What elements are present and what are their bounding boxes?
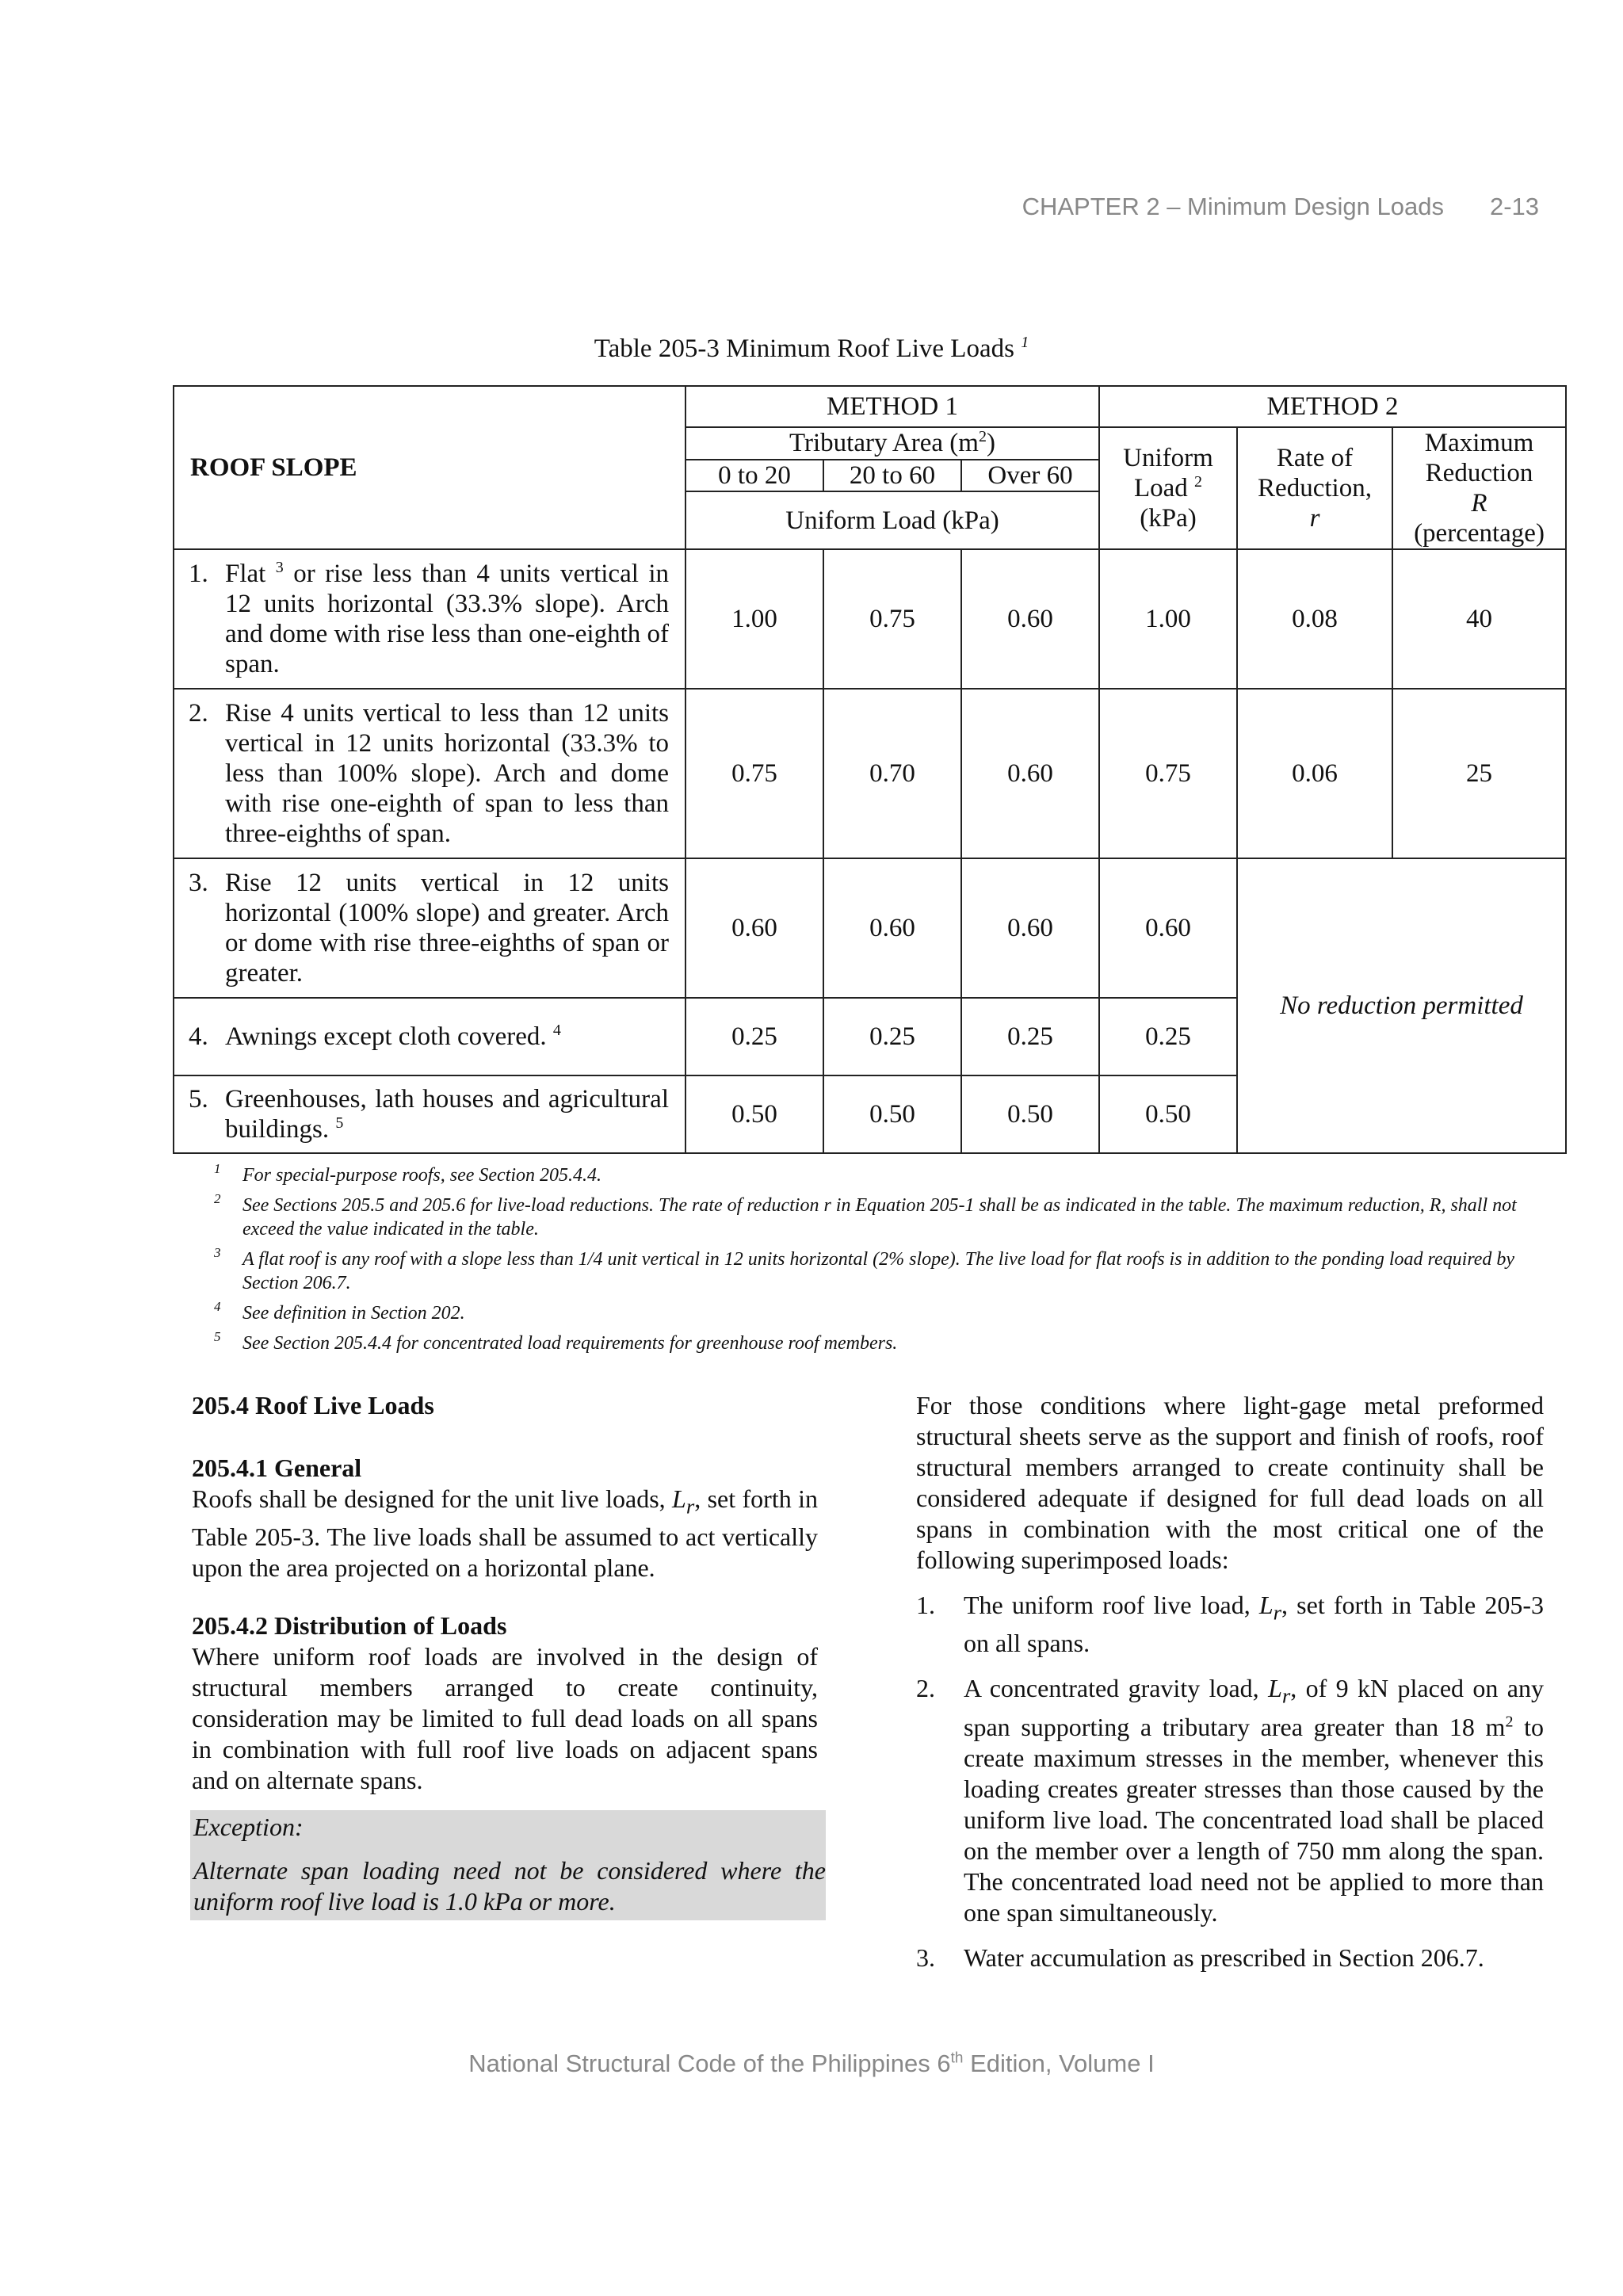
col-header-over-60: Over 60 <box>961 460 1099 492</box>
rate-of-reduction-header: Rate of Reduction, r <box>1237 427 1392 549</box>
page-header <box>1022 193 1539 221</box>
value-cell: 0.08 <box>1237 549 1392 689</box>
roof-live-loads-table <box>173 385 1567 1154</box>
page-footer: National Structural Code of the Philippines 6th Edition, Volume I <box>468 2050 1155 2077</box>
section-heading-205-4-2: 205.4.2 Distribution of Loads <box>192 1611 507 1641</box>
list-item: 2. A concentrated gravity load, $L_r$, of 9 kN placed on any span supporting a tributary area greater than 18 $m^2$ to create maximum stresses in the member, whenever this loading creates greater stresses than those caused by the uniform live load. The concentrated load shall be placed on the member over a length of 750 mm along the span. The concentrated load need not be applied to more than one span simultaneously. <box>916 1674 1545 1927</box>
conditions-paragraph: For those conditions where light-gage metal preformed structural sheets serve as the support and finish of roofs, roof structural members arranged to create continuity shall be considered adequate if designed for full dead loads on all spans in combination with the most critical one of the following superimposed loads: <box>916 1391 1544 1574</box>
value-cell: 0.50 <box>961 1075 1099 1153</box>
tributary-area-header: Tributary Area $(m^2)$ <box>685 427 1099 460</box>
no-reduction-cell: No reduction permitted <box>1237 858 1566 1153</box>
value-cell: 25 <box>1392 689 1566 858</box>
left-column <box>192 1390 826 1920</box>
value-cell: 0.75 <box>823 549 961 689</box>
footnote: 1 For special-purpose roofs, see Section 205.4.4. <box>214 1161 602 1186</box>
value-cell: 0.75 <box>1099 689 1237 858</box>
slope-cell: 2. Rise 4 units vertical to less than 12 units vertical in 12 units horizontal (33.3% to less than 100% slope). Arch and dome with rise one-eighth of span to less than three-eighths of span. <box>174 689 685 858</box>
value-cell: 0.25 <box>1099 998 1237 1075</box>
value-cell: 0.70 <box>823 689 961 858</box>
max-reduction-header: Maximum Reduction R (percentage) <box>1392 427 1566 549</box>
value-cell: 0.25 <box>823 998 961 1075</box>
table-row <box>174 858 1566 998</box>
value-cell: 0.60 <box>685 858 823 998</box>
exception-text: Alternate span loading need not be considered where the uniform roof live load is 1.0 kPa or more. <box>193 1856 826 1916</box>
slope-cell: 3. Rise 12 units vertical in 12 units horizontal (100% slope) and greater. Arch or dome with rise three-eighths of span or greater. <box>174 858 685 998</box>
value-cell: 0.25 <box>685 998 823 1075</box>
value-cell: 0.75 <box>685 689 823 858</box>
value-cell: 0.06 <box>1237 689 1392 858</box>
list-item: 1. The uniform roof live load, $L_r$, set forth in Table 205-3 on all spans. <box>916 1591 1545 1658</box>
value-cell: 40 <box>1392 549 1566 689</box>
value-cell: 0.25 <box>961 998 1099 1075</box>
slope-cell: 4. Awnings except cloth covered. $^4$ <box>174 998 685 1075</box>
footnote: 2 See Sections 205.5 and 205.6 for live-load reductions. The rate of reduction r in Equation 205-1 shall be as indicated in the table. The maximum reduction, R, shall not exceed the value indicated in the table. <box>214 1191 1517 1240</box>
chapter-title: CHAPTER 2 – Minimum Design Loads <box>1022 193 1444 220</box>
uniform-load-kpa-header: Uniform Load (kPa) <box>685 491 1099 549</box>
value-cell: 0.50 <box>685 1075 823 1153</box>
right-column <box>916 1390 1544 1973</box>
value-cell: 0.60 <box>823 858 961 998</box>
value-cell: 0.60 <box>961 689 1099 858</box>
slope-cell: 5. Greenhouses, lath houses and agricultural buildings. $^5$ <box>174 1075 685 1153</box>
footnote: 4 See definition in Section 202. <box>214 1299 465 1324</box>
footnote: 3 A flat roof is any roof with a slope less than 1/4 unit vertical in 12 units horizontal (2% slope). The live load for flat roofs is in addition to the ponding load required by Section 206.7. <box>214 1245 1515 1293</box>
distribution-paragraph: Where uniform roof loads are involved in the design of structural members arranged to create continuity, consideration may be limited to full dead loads on all spans in combination with full roof live loads on adjacent spans and on alternate spans. <box>192 1642 818 1795</box>
slope-cell: 1. Flat $^3$ or rise less than 4 units vertical in 12 units horizontal (33.3% slope). Arch and dome with rise less than one-eighth of span. <box>174 549 685 689</box>
list-item: 3. Water accumulation as prescribed in Section 206.7. <box>916 1943 1484 1972</box>
table-caption: Table 205-3 Minimum Roof Live Loads $^1$ <box>594 334 1029 363</box>
roof-slope-header: ROOF SLOPE <box>174 386 685 549</box>
section-heading-205-4: 205.4 Roof Live Loads <box>192 1391 434 1419</box>
method2-header: METHOD 2 <box>1099 386 1566 427</box>
m2-uniform-load-header: Uniform Load $^2$ (kPa) <box>1099 427 1237 549</box>
value-cell: 0.60 <box>1099 858 1237 998</box>
footnote: 5 See Section 205.4.4 for concentrated load requirements for greenhouse roof members. <box>214 1329 898 1354</box>
general-paragraph: Roofs shall be designed for the unit live loads, $L_r$, set forth in Table 205-3. The live loads shall be assumed to act vertically upon the area projected on a horizontal plane. <box>192 1484 819 1583</box>
col-header-20-60: 20 to 60 <box>823 460 961 492</box>
value-cell: 1.00 <box>685 549 823 689</box>
section-heading-205-4-1: 205.4.1 General <box>192 1454 362 1482</box>
page-number: 2-13 <box>1489 193 1539 220</box>
value-cell: 1.00 <box>1099 549 1237 689</box>
exception-box <box>190 1810 826 1920</box>
table-footnotes <box>214 1163 1529 1362</box>
value-cell: 0.50 <box>1099 1075 1237 1153</box>
table-row <box>174 689 1566 858</box>
value-cell: 0.60 <box>961 549 1099 689</box>
col-header-0-20: 0 to 20 <box>685 460 823 492</box>
exception-title: Exception: <box>193 1813 304 1842</box>
value-cell: 0.60 <box>961 858 1099 998</box>
table-row <box>174 549 1566 689</box>
method1-header: METHOD 1 <box>685 386 1099 427</box>
value-cell: 0.50 <box>823 1075 961 1153</box>
